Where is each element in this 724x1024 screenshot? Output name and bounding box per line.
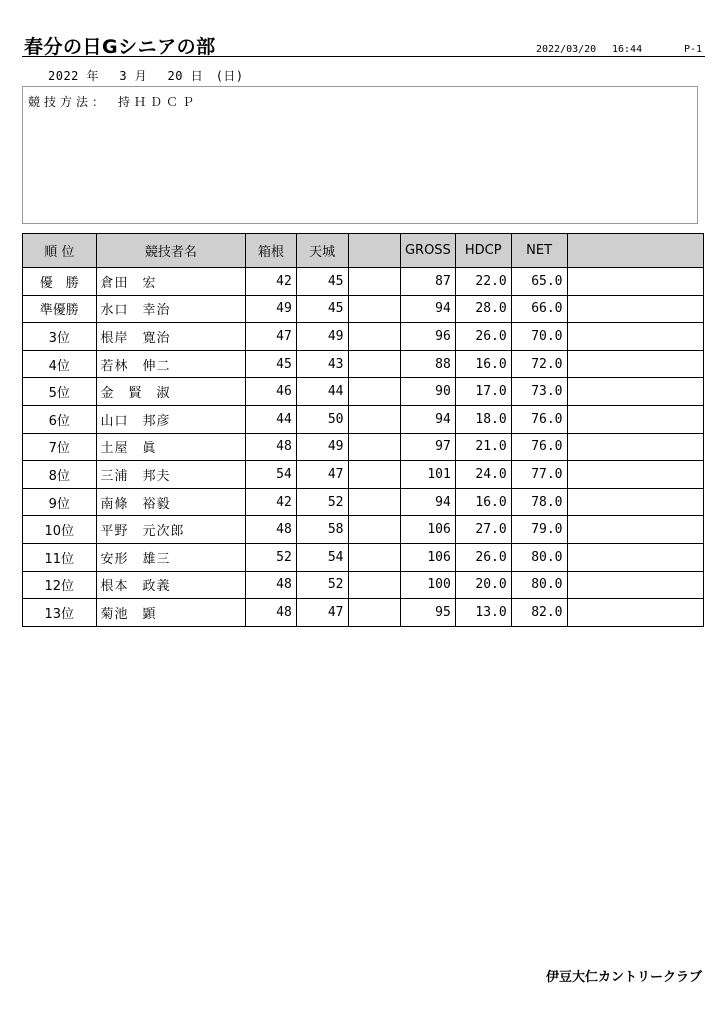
hdcp-cell: 17.0	[455, 378, 511, 406]
hdcp-cell: 16.0	[455, 350, 511, 378]
hdcp-cell: 20.0	[455, 571, 511, 599]
print-date: 2022/03/20	[536, 44, 597, 55]
hakone-score-cell: 48	[246, 599, 297, 627]
hdcp-cell: 13.0	[455, 599, 511, 627]
blank-cell	[348, 350, 400, 378]
blank-cell	[348, 599, 400, 627]
amagi-score-cell: 43	[296, 350, 348, 378]
hakone-score-cell: 45	[246, 350, 297, 378]
player-name-cell: 倉田 宏	[96, 268, 246, 296]
remarks-cell	[567, 405, 704, 433]
gross-score-cell: 106	[400, 516, 455, 544]
gross-score-cell: 94	[400, 488, 455, 516]
blank-cell	[348, 268, 400, 296]
event-date: 2022 年 3 月 20 日 (日)	[48, 69, 244, 83]
net-score-cell: 82.0	[511, 599, 567, 627]
col-remarks-header	[567, 234, 704, 268]
gross-score-cell: 88	[400, 350, 455, 378]
print-time: 16:44	[612, 44, 643, 55]
page-number: P-1	[684, 44, 703, 55]
hakone-score-cell: 48	[246, 433, 297, 461]
rank-cell: 3位	[23, 323, 97, 351]
col-blank-header	[348, 234, 400, 268]
net-score-cell: 80.0	[511, 571, 567, 599]
table-row	[23, 405, 704, 433]
player-name-cell: 金 賢 淑	[96, 378, 246, 406]
rank-cell: 6位	[23, 405, 97, 433]
table-row	[23, 516, 704, 544]
rank-cell: 5位	[23, 378, 97, 406]
hdcp-cell: 24.0	[455, 461, 511, 489]
blank-cell	[348, 488, 400, 516]
remarks-cell	[567, 543, 704, 571]
amagi-score-cell: 49	[296, 323, 348, 351]
gross-score-cell: 94	[400, 405, 455, 433]
blank-cell	[348, 295, 400, 323]
gross-score-cell: 101	[400, 461, 455, 489]
table-row	[23, 461, 704, 489]
amagi-score-cell: 54	[296, 543, 348, 571]
net-score-cell: 70.0	[511, 323, 567, 351]
amagi-score-cell: 47	[296, 461, 348, 489]
title-underline	[22, 56, 705, 57]
rank-cell: 9位	[23, 488, 97, 516]
net-score-cell: 76.0	[511, 433, 567, 461]
net-score-cell: 80.0	[511, 543, 567, 571]
col-hdcp-header: HDCP	[455, 234, 511, 268]
col-name-header: 競技者名	[96, 234, 246, 268]
gross-score-cell: 87	[400, 268, 455, 296]
gross-score-cell: 95	[400, 599, 455, 627]
blank-cell	[348, 571, 400, 599]
gross-score-cell: 100	[400, 571, 455, 599]
remarks-cell	[567, 461, 704, 489]
amagi-score-cell: 44	[296, 378, 348, 406]
club-name: 伊豆大仁カントリークラブ	[545, 970, 702, 985]
gross-score-cell: 97	[400, 433, 455, 461]
player-name-cell: 根岸 寛治	[96, 323, 246, 351]
hakone-score-cell: 46	[246, 378, 297, 406]
player-name-cell: 菊池 顕	[96, 599, 246, 627]
blank-cell	[348, 543, 400, 571]
player-name-cell: 水口 幸治	[96, 295, 246, 323]
table-row	[23, 323, 704, 351]
gross-score-cell: 94	[400, 295, 455, 323]
player-name-cell: 安形 雄三	[96, 543, 246, 571]
blank-cell	[348, 405, 400, 433]
hdcp-cell: 18.0	[455, 405, 511, 433]
remarks-cell	[567, 295, 704, 323]
table-row	[23, 543, 704, 571]
rank-cell: 12位	[23, 571, 97, 599]
table-row	[23, 599, 704, 627]
col-rank-header: 順 位	[23, 234, 97, 268]
amagi-score-cell: 45	[296, 268, 348, 296]
table-row	[23, 295, 704, 323]
net-score-cell: 77.0	[511, 461, 567, 489]
table-row	[23, 378, 704, 406]
hakone-score-cell: 54	[246, 461, 297, 489]
net-score-cell: 76.0	[511, 405, 567, 433]
rank-cell: 10位	[23, 516, 97, 544]
hakone-score-cell: 42	[246, 268, 297, 296]
remarks-cell	[567, 571, 704, 599]
table-row	[23, 350, 704, 378]
hdcp-cell: 21.0	[455, 433, 511, 461]
rank-cell: 8位	[23, 461, 97, 489]
hakone-score-cell: 52	[246, 543, 297, 571]
gross-score-cell: 106	[400, 543, 455, 571]
hakone-score-cell: 48	[246, 571, 297, 599]
hakone-score-cell: 42	[246, 488, 297, 516]
table-header-row	[23, 234, 704, 268]
remarks-cell	[567, 268, 704, 296]
col-hakone-header: 箱根	[246, 234, 297, 268]
amagi-score-cell: 58	[296, 516, 348, 544]
blank-cell	[348, 378, 400, 406]
net-score-cell: 78.0	[511, 488, 567, 516]
table-row	[23, 571, 704, 599]
table-row	[23, 433, 704, 461]
rank-cell: 7位	[23, 433, 97, 461]
hakone-score-cell: 49	[246, 295, 297, 323]
amagi-score-cell: 49	[296, 433, 348, 461]
rank-cell: 11位	[23, 543, 97, 571]
amagi-score-cell: 45	[296, 295, 348, 323]
remarks-cell	[567, 433, 704, 461]
net-score-cell: 66.0	[511, 295, 567, 323]
player-name-cell: 平野 元次郎	[96, 516, 246, 544]
blank-cell	[348, 323, 400, 351]
player-name-cell: 若林 伸二	[96, 350, 246, 378]
hdcp-cell: 28.0	[455, 295, 511, 323]
rank-cell: 準優勝	[23, 295, 97, 323]
player-name-cell: 三浦 邦夫	[96, 461, 246, 489]
blank-cell	[348, 433, 400, 461]
amagi-score-cell: 47	[296, 599, 348, 627]
amagi-score-cell: 50	[296, 405, 348, 433]
remarks-cell	[567, 323, 704, 351]
hdcp-cell: 22.0	[455, 268, 511, 296]
gross-score-cell: 96	[400, 323, 455, 351]
remarks-cell	[567, 488, 704, 516]
col-net-header: NET	[511, 234, 567, 268]
col-gross-header: GROSS	[400, 234, 455, 268]
amagi-score-cell: 52	[296, 488, 348, 516]
remarks-cell	[567, 516, 704, 544]
table-row	[23, 268, 704, 296]
player-name-cell: 根本 政義	[96, 571, 246, 599]
table-row	[23, 488, 704, 516]
hdcp-cell: 26.0	[455, 543, 511, 571]
method-box	[22, 86, 698, 224]
rank-cell: 優 勝	[23, 268, 97, 296]
results-table	[22, 233, 704, 627]
hdcp-cell: 26.0	[455, 323, 511, 351]
hakone-score-cell: 48	[246, 516, 297, 544]
hakone-score-cell: 47	[246, 323, 297, 351]
player-name-cell: 山口 邦彦	[96, 405, 246, 433]
blank-cell	[348, 516, 400, 544]
hdcp-cell: 27.0	[455, 516, 511, 544]
player-name-cell: 土屋 眞	[96, 433, 246, 461]
player-name-cell: 南條 裕毅	[96, 488, 246, 516]
hdcp-cell: 16.0	[455, 488, 511, 516]
net-score-cell: 65.0	[511, 268, 567, 296]
net-score-cell: 79.0	[511, 516, 567, 544]
net-score-cell: 72.0	[511, 350, 567, 378]
rank-cell: 4位	[23, 350, 97, 378]
page-title: 春分の日Gシニアの部	[24, 36, 216, 58]
net-score-cell: 73.0	[511, 378, 567, 406]
rank-cell: 13位	[23, 599, 97, 627]
amagi-score-cell: 52	[296, 571, 348, 599]
remarks-cell	[567, 350, 704, 378]
hakone-score-cell: 44	[246, 405, 297, 433]
col-amagi-header: 天城	[296, 234, 348, 268]
remarks-cell	[567, 378, 704, 406]
blank-cell	[348, 461, 400, 489]
competition-method: 競技方法： 持ＨＤＣＰ	[28, 95, 199, 109]
gross-score-cell: 90	[400, 378, 455, 406]
remarks-cell	[567, 599, 704, 627]
